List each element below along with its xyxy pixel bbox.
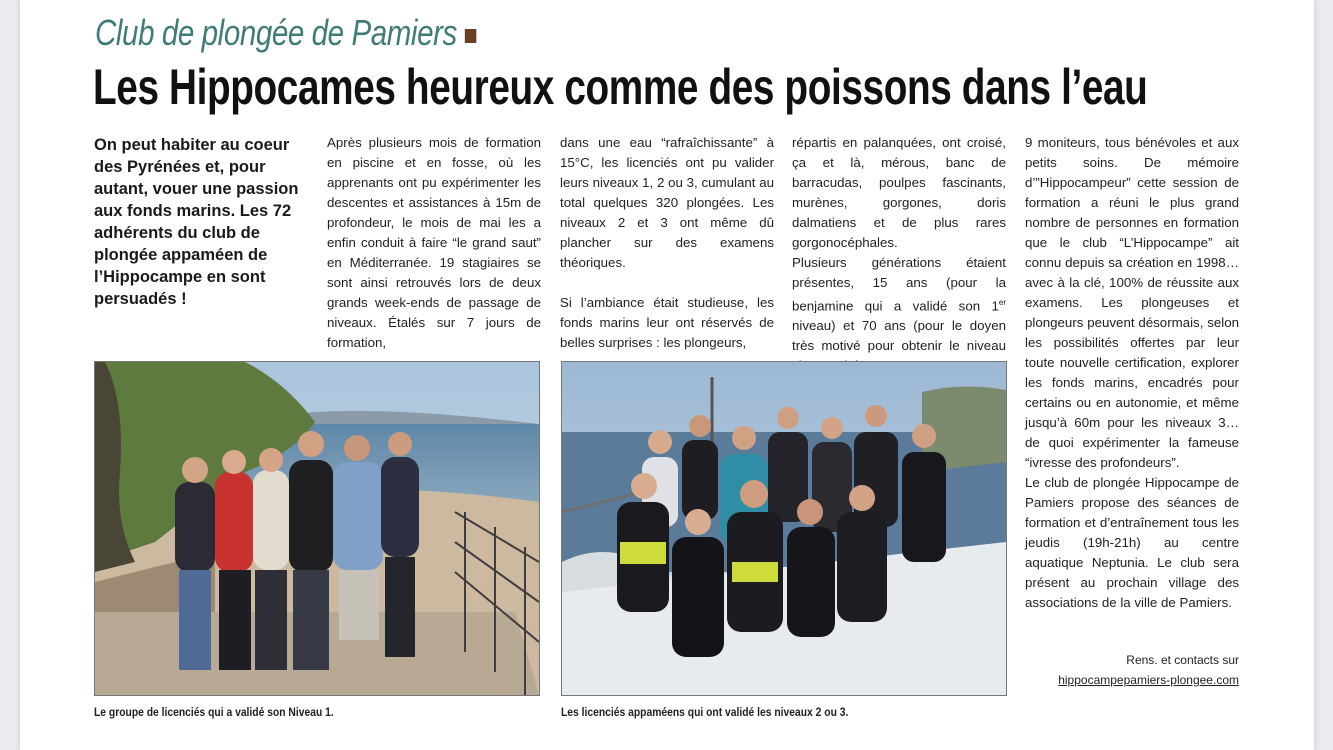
newspaper-page bbox=[20, 0, 1314, 750]
text-column-4 bbox=[1025, 133, 1239, 613]
column-1-paragraph: Après plusieurs mois de formation en piscine et en fosse, où les apprenants ont pu expérimenter les descentes et assistances à 15m de profondeur, le mois de mai les a enfin conduit à faire “le grand saut” en Méditerranée. 19 stagiaires se sont ainsi retrouvés lors de deux grands week-ends de passage de niveaux. Étalés sur 7 jours de formation, bbox=[327, 135, 541, 350]
column-3-paragraph-2-start: Plusieurs générations étaient présentes, 15 ans (pour la benjamine qui a validé son 1 bbox=[792, 255, 1006, 314]
column-4-paragraph-1: 9 moniteurs, tous bénévoles et aux petits soins. De mémoire d’”Hippocampeur” cette session de formation a réuni le plus grand nombre de personnes en formation que le club “L’Hippocampe” ait connu depuis sa création en 1998… avec à la clé, 100% de réussite aux examens. Les plongeuses et plongeurs peuvent désormais, selon les possibilités offertes par leur toute nouvelle certification, explorer les fonds marins, encadrés pour certains ou en autonomie, et même jusqu’à 60m pour les niveaux 3… de quoi expérimenter la fameuse “ivresse des profondeurs”. bbox=[1025, 135, 1239, 470]
column-3-paragraph-2 bbox=[792, 253, 1006, 376]
text-column-1 bbox=[327, 133, 541, 353]
photo-group-niveau-1 bbox=[94, 361, 540, 696]
article-lead: On peut habiter au coeur des Pyrénées et, pour autant, vouer une passion aux fonds marins. Les 72 adhérents du club de plongée appaméen de l’Hippocampe en sont persuadés ! bbox=[94, 136, 299, 308]
article-headline: Les Hippocames heureux comme des poissons dans l’eau bbox=[93, 59, 1148, 115]
text-column-2 bbox=[560, 133, 774, 353]
photo-caption-1: Le groupe de licenciés qui a validé son Niveau 1. bbox=[94, 705, 334, 719]
boat-group-photo-illustration bbox=[562, 362, 1006, 695]
photo-group-niveaux-2-3 bbox=[561, 361, 1007, 696]
column-2-paragraph-2: Si l’ambiance était studieuse, les fonds marins leur ont réservés de belles surprises : les plongeurs, bbox=[560, 295, 774, 350]
beach-group-photo-illustration bbox=[95, 362, 539, 695]
contact-label: Rens. et contacts sur bbox=[1126, 653, 1239, 667]
kicker-text: Club de plongée de Pamiers bbox=[95, 12, 457, 53]
text-column-3 bbox=[792, 133, 1006, 376]
article-kicker bbox=[95, 12, 477, 54]
ordinal-superscript: er bbox=[998, 298, 1006, 307]
column-3-paragraph-1: répartis en palanquées, ont croisé, ça et là, mérous, banc de barracudas, poulpes fascinants, murènes, gorgones, doris dalmatiens et de plus rares gorgonocéphales. bbox=[792, 135, 1006, 250]
column-4-paragraph-2: Le club de plongée Hippocampe de Pamiers propose des séances de formation et d’entraînement tous les jeudis (19h-21h) au centre aquatique Neptunia. Le club sera présent au prochain village des associations de la ville de Pamiers. bbox=[1025, 475, 1239, 610]
kicker-square-ornament bbox=[465, 29, 476, 43]
column-3-paragraph-2-end: niveau) et 70 ans (pour le doyen très motivé pour obtenir le niveau bbox=[792, 318, 1006, 354]
contact-website-link[interactable]: hippocampepamiers-plongee.com bbox=[1058, 673, 1239, 687]
column-2-paragraph-1: dans une eau “rafraîchissante” à 15°C, les licenciés ont pu valider leurs niveaux 1, 2 ou 3, cumulant au total quelques 320 plongées. Les niveaux 2 et 3 ont même dû plancher sur des examens théoriques. bbox=[560, 135, 774, 270]
photo-caption-2: Les licenciés appaméens qui ont validé les niveaux 2 ou 3. bbox=[561, 705, 849, 719]
contact-info bbox=[1025, 650, 1239, 690]
